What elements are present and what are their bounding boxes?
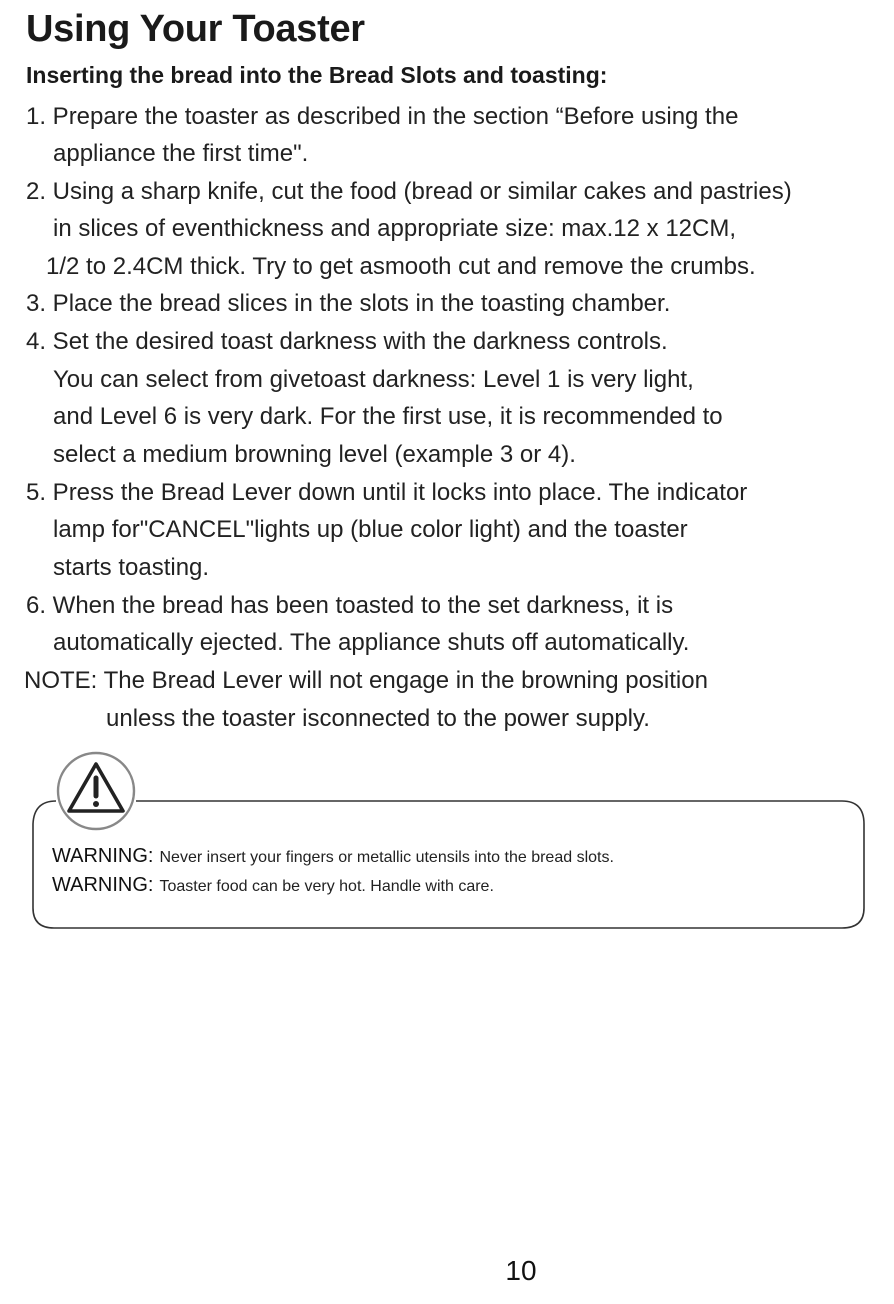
instruction-line: and Level 6 is very dark. For the first use, it is recommended to	[53, 403, 723, 430]
section-subtitle: Inserting the bread into the Bread Slots and toasting:	[26, 62, 608, 88]
warning-item	[52, 874, 494, 898]
instruction-line: lamp for"CANCEL"lights up (blue color light) and the toaster	[53, 516, 688, 543]
instruction-line: automatically ejected. The appliance shuts off automatically.	[53, 629, 690, 656]
instruction-line: 6. When the bread has been toasted to the set darkness, it is	[26, 592, 674, 619]
instruction-line: in slices of eventhickness and appropriate size: max.12 x 12CM,	[53, 215, 737, 242]
instruction-line: 5. Press the Bread Lever down until it locks into place. The indicator	[26, 479, 748, 506]
warning-text: Never insert your fingers or metallic utensils into the bread slots.	[159, 849, 614, 866]
warning-text: Toaster food can be very hot. Handle with care.	[159, 878, 494, 895]
warning-triangle-icon	[56, 751, 136, 831]
instruction-line: select a medium browning level (example 3 or 4).	[53, 441, 576, 468]
instruction-line: appliance the first time".	[53, 140, 309, 167]
instruction-line: 3. Place the bread slices in the slots in the toasting chamber.	[26, 290, 671, 317]
warning-item	[52, 845, 614, 869]
instruction-line: 4. Set the desired toast darkness with the darkness controls.	[26, 328, 668, 355]
page-number: 10	[505, 1255, 537, 1286]
instruction-line: 2. Using a sharp knife, cut the food (bread or similar cakes and pastries)	[26, 178, 792, 205]
instruction-line: You can select from givetoast darkness: Level 1 is very light,	[53, 366, 694, 393]
note-line: NOTE: The Bread Lever will not engage in the browning position	[24, 667, 708, 694]
instruction-line: starts toasting.	[53, 554, 210, 581]
warning-label: WARNING:	[52, 845, 154, 867]
warning-label: WARNING:	[52, 874, 154, 896]
instruction-line: 1/2 to 2.4CM thick. Try to get asmooth cut and remove the crumbs.	[46, 253, 756, 280]
page-title: Using Your Toaster	[26, 8, 365, 50]
note-line: unless the toaster isconnected to the power supply.	[106, 705, 650, 732]
instruction-line: 1. Prepare the toaster as described in the section “Before using the	[26, 103, 739, 130]
